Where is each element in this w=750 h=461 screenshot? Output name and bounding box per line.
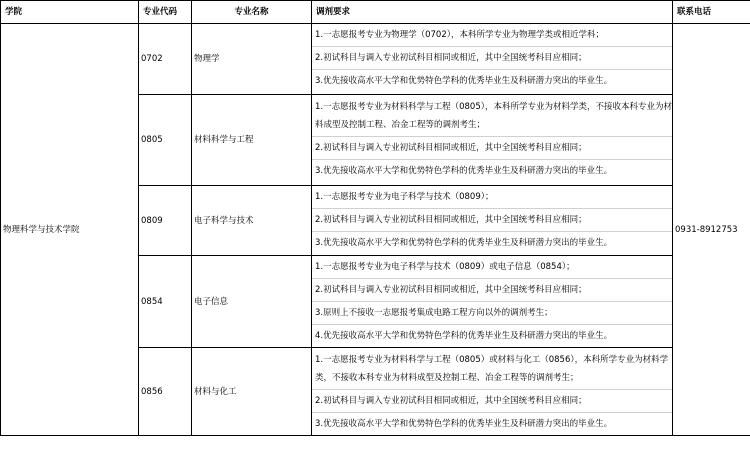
requirement-line: 3.优先接收高水平大学和优势特色学科的优秀毕业生及科研潜力突出的毕业生。: [315, 419, 613, 429]
code-cell: 0702: [139, 24, 192, 95]
header-college: 学院: [1, 1, 139, 24]
requirement-line: 2.初试科目与调入专业初试科目相同或相近，其中全国统考科目应相同；: [312, 279, 672, 302]
header-row: [1, 1, 750, 24]
requirements-cell: [312, 186, 673, 256]
requirement-line: 3.优先接收高水平大学和优势特色学科的优秀毕业生及科研潜力突出的毕业生。: [315, 166, 613, 176]
phone-cell: 0931-8912753: [673, 24, 750, 436]
requirement-line: 2.初试科目与调入专业初试科目相同或相近，其中全国统考科目应相同；: [312, 47, 672, 70]
requirement-line: 1.一志愿报考专业为材料科学与工程（0805）或材料与化工（0856），本科所学专业为材料学类，不接收本科专业为材料成型及控制工程、冶金工程等的调剂考生；: [312, 348, 672, 390]
code-cell: 0809: [139, 186, 192, 256]
code-cell: 0854: [139, 256, 192, 348]
requirements-cell: [312, 24, 673, 95]
requirement-line: 1.一志愿报考专业为物理学（0702），本科所学专业为物理学类或相近学科；: [312, 24, 672, 47]
college-cell: 物理科学与技术学院: [1, 24, 139, 436]
requirement-line: 2.初试科目与调入专业初试科目相同或相近，其中全国统考科目应相同；: [312, 137, 672, 160]
header-name: 专业名称: [192, 1, 312, 24]
name-cell: 物理学: [192, 24, 312, 95]
requirement-line: 3.原则上不接收一志愿报考集成电路工程方向以外的调剂考生；: [312, 302, 672, 325]
requirement-line: 3.优先接收高水平大学和优势特色学科的优秀毕业生及科研潜力突出的毕业生。: [315, 238, 613, 248]
name-cell: 电子科学与技术: [192, 186, 312, 256]
requirement-line: 1.一志愿报考专业为电子科学与技术（0809）或电子信息（0854）；: [312, 256, 672, 279]
name-cell: 材料科学与工程: [192, 95, 312, 186]
header-phone: 联系电话: [673, 1, 750, 24]
requirements-cell: [312, 348, 673, 436]
table-row: [1, 24, 750, 95]
requirement-line: 1.一志愿报考专业为电子科学与技术（0809）；: [312, 186, 672, 209]
requirement-line: 2.初试科目与调入专业初试科目相同或相近，其中全国统考科目应相同；: [312, 209, 672, 232]
header-code: 专业代码: [139, 1, 192, 24]
code-cell: 0805: [139, 95, 192, 186]
name-cell: 材料与化工: [192, 348, 312, 436]
requirement-line: 2.初试科目与调入专业初试科目相同或相近，其中全国统考科目应相同；: [312, 390, 672, 413]
code-cell: 0856: [139, 348, 192, 436]
requirements-cell: [312, 95, 673, 186]
requirement-line: 3.优先接收高水平大学和优势特色学科的优秀毕业生及科研潜力突出的毕业生。: [315, 76, 613, 86]
requirement-line: 4.优先接收高水平大学和优势特色学科的优秀毕业生及科研潜力突出的毕业生。: [315, 331, 613, 341]
name-cell: 电子信息: [192, 256, 312, 348]
header-requirements: 调剂要求: [312, 1, 673, 24]
requirement-line: 1.一志愿报考专业为材料科学与工程（0805），本科所学专业为材料学类，不接收本科专业为材料成型及控制工程、冶金工程等的调剂考生；: [312, 95, 672, 137]
requirements-cell: [312, 256, 673, 348]
